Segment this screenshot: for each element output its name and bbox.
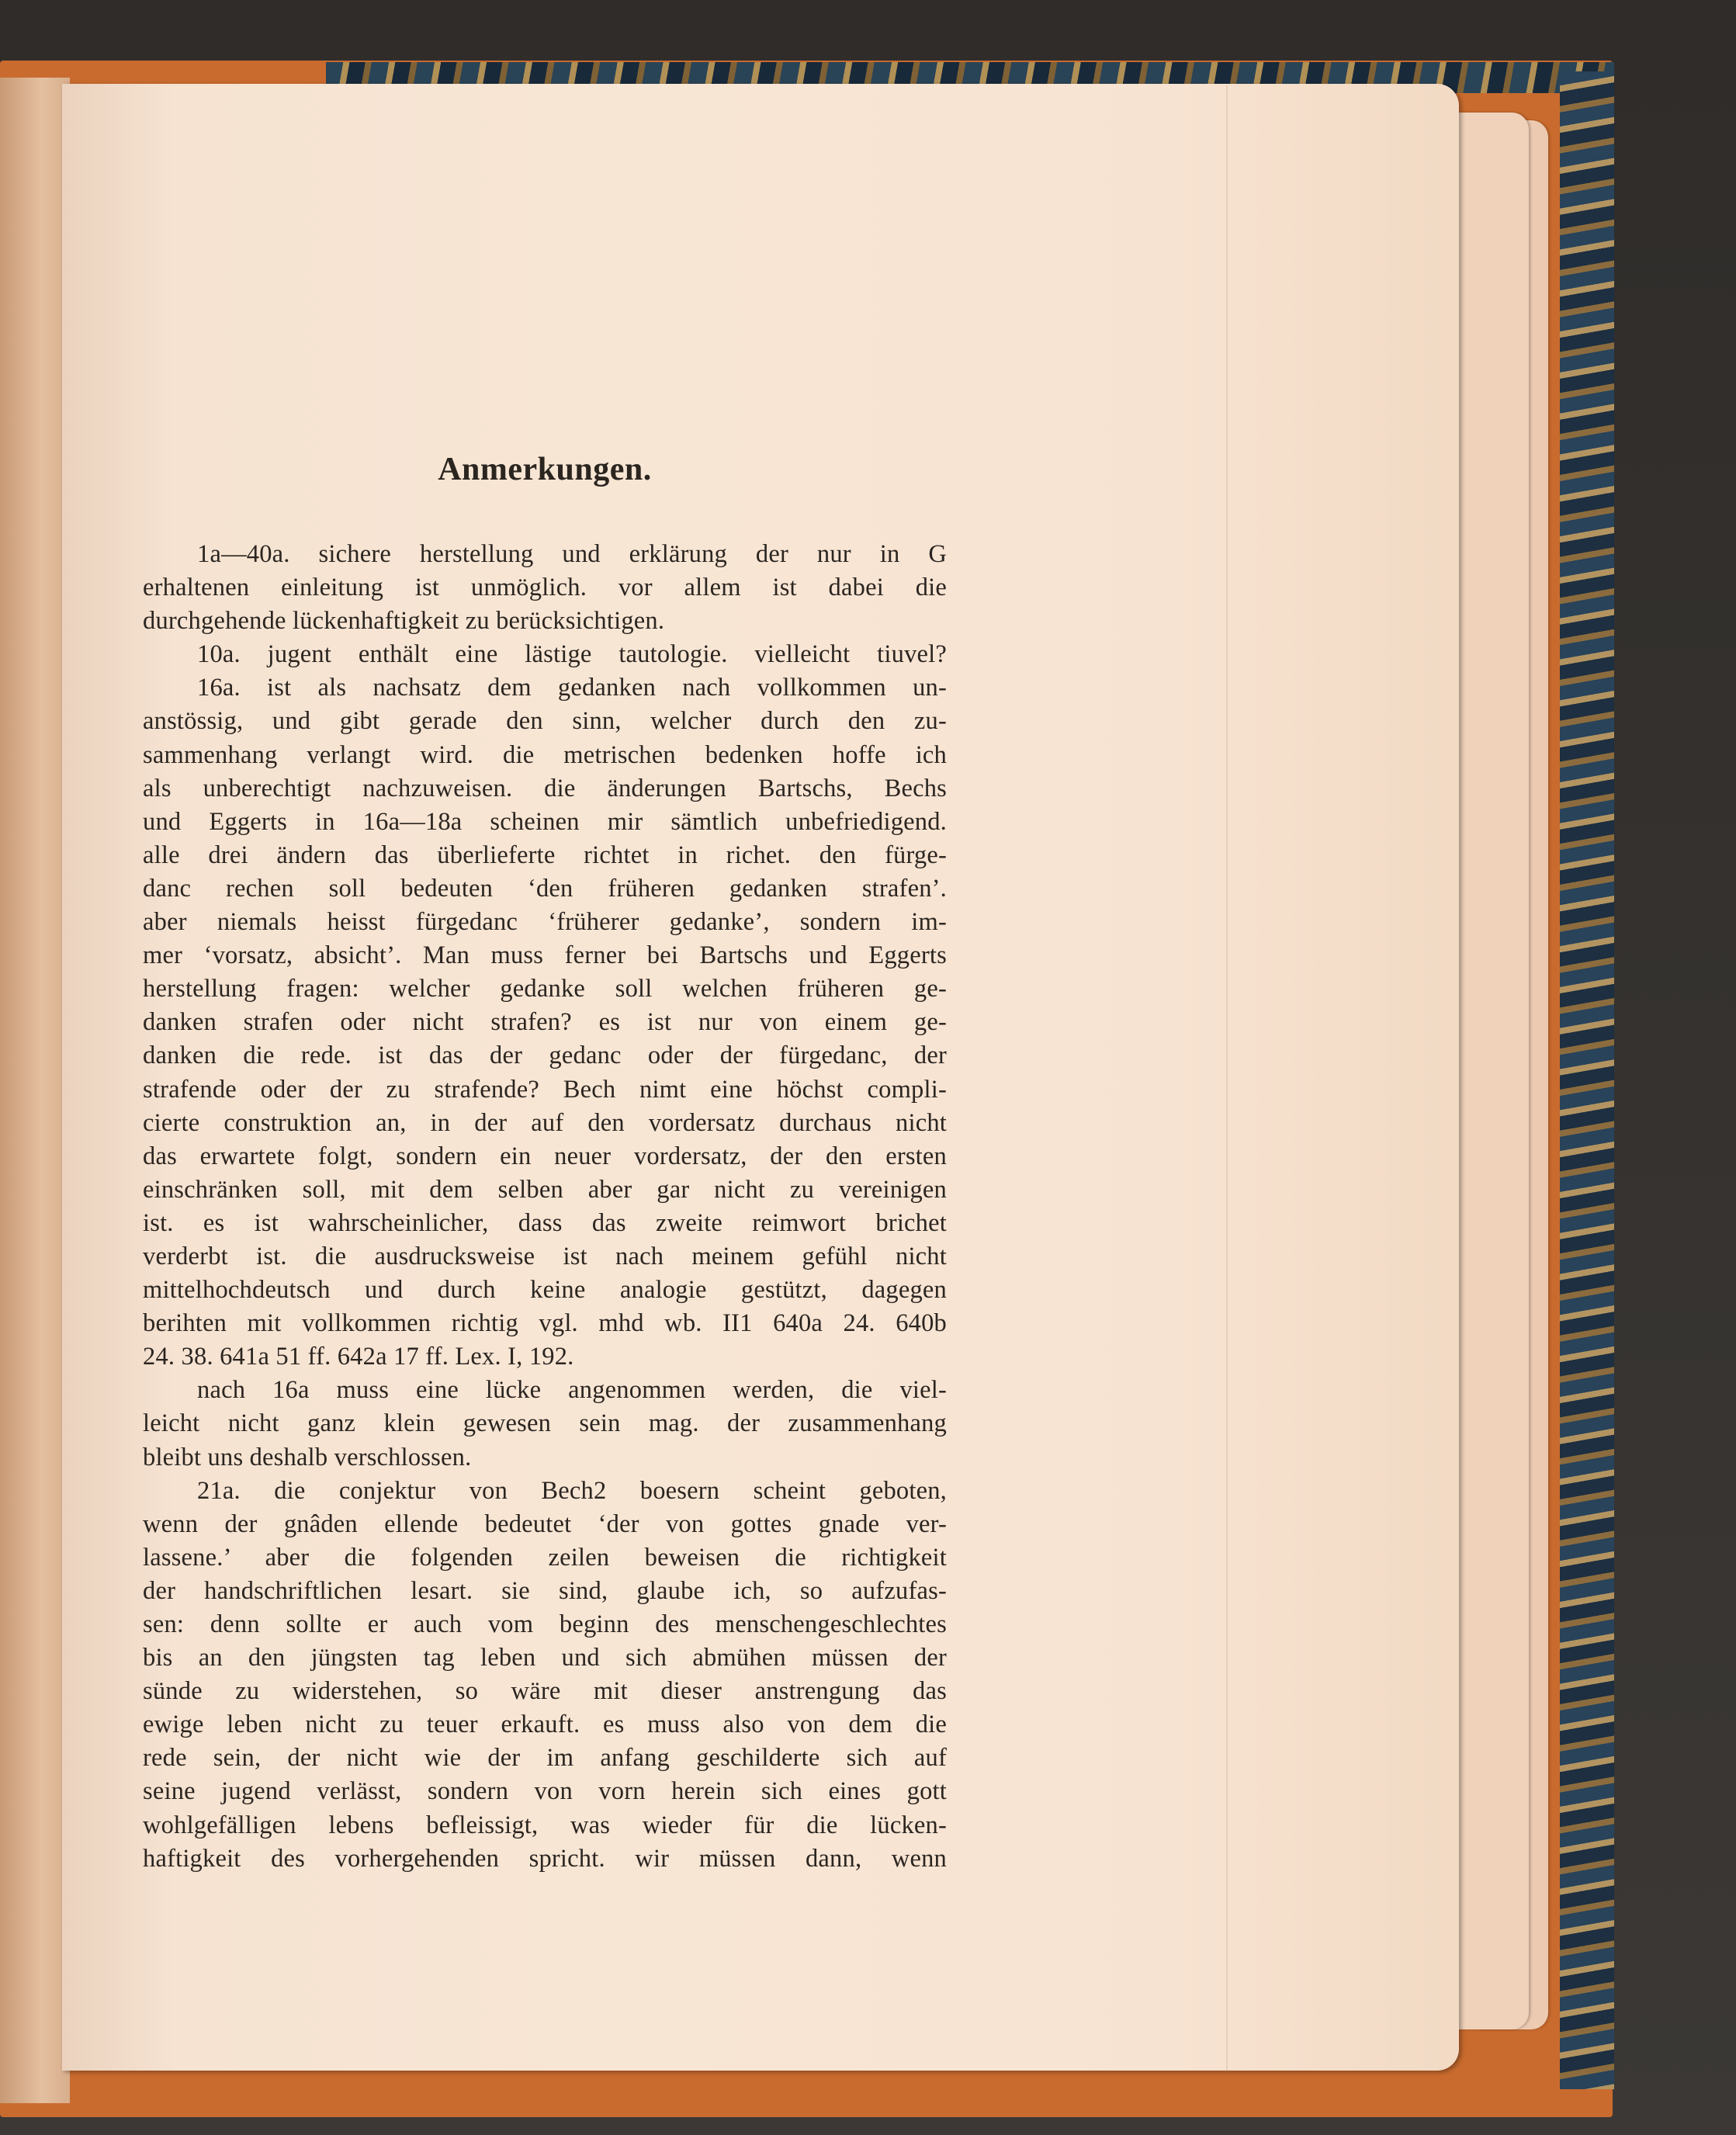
text-line: mittelhochdeutsch und durch keine analogie gestützt, dagegen xyxy=(143,1276,947,1305)
text-line: alle drei ändern das überlieferte richtet in richet. den fürge- xyxy=(143,840,947,869)
text-line: sammenhang verlangt wird. die metrischen bedenken hoffe ich xyxy=(143,740,947,769)
note-lacuna xyxy=(143,1374,947,1474)
page-heading: Anmerkungen. xyxy=(438,452,652,487)
page-text xyxy=(143,446,947,1876)
text-line: danken die rede. ist das der gedanc oder der fürgedanc, der xyxy=(143,1042,947,1070)
text-line: verderbt ist. die ausdrucksweise ist nach meinem gefühl nicht xyxy=(143,1242,947,1270)
note-1a-40a xyxy=(143,538,947,638)
text-line: als unberechtigt nachzuweisen. die änderungen Bartschs, Bechs xyxy=(143,774,947,802)
text-line: aber niemals heisst fürgedanc ‘früherer gedanke’, sondern im- xyxy=(143,908,947,937)
text-line: einschränken soll, mit dem selben aber gar nicht zu vereinigen xyxy=(143,1175,947,1204)
text-line: mer ‘vorsatz, absicht’. Man muss ferner bei Bartschs und Eggerts xyxy=(143,941,947,970)
text-line: 10a. jugent enthält eine lästige tautologie. vielleicht tiuvel? xyxy=(197,640,947,669)
text-line: cierte construktion an, in der auf den vordersatz durchaus nicht xyxy=(143,1108,947,1137)
text-line: erhaltenen einleitung ist unmöglich. vor allem ist dabei die xyxy=(143,574,947,602)
marbled-edge-right xyxy=(1560,71,1614,2089)
note-10a xyxy=(143,638,947,671)
text-line: 24. 38. 641a 51 ff. 642a 17 ff. Lex. I, 192. xyxy=(143,1343,574,1371)
text-line: leicht nicht ganz klein gewesen sein mag. der zusammenhang xyxy=(143,1409,947,1438)
text-line: anstössig, und gibt gerade den sinn, welcher durch den zu- xyxy=(143,707,947,736)
text-line: durchgehende lückenhaftigkeit zu berücksichtigen. xyxy=(143,607,665,636)
text-line: rede sein, der nicht wie der im anfang geschilderte sich auf xyxy=(143,1744,947,1773)
text-line: bis an den jüngsten tag leben und sich abmühen müssen der xyxy=(143,1644,947,1672)
text-line: nach 16a muss eine lücke angenommen werden, die viel- xyxy=(197,1376,947,1405)
page-stack-edge xyxy=(1459,113,1529,2029)
left-page-edge xyxy=(0,78,70,2103)
text-line: seine jugend verlässt, sondern von vorn herein sich eines gott xyxy=(143,1777,947,1806)
note-16a xyxy=(143,671,947,1374)
text-line: haftigkeit des vorhergehenden spricht. wir müssen dann, wenn xyxy=(143,1844,947,1873)
text-line: wenn der gnâden ellende bedeutet ‘der von gottes gnade ver- xyxy=(143,1509,947,1538)
text-line: strafende oder der zu strafende? Bech nimt eine höchst compli- xyxy=(143,1075,947,1104)
text-line: 1a—40a. sichere herstellung und erklärung der nur in G xyxy=(197,540,947,568)
text-line: danc rechen soll bedeuten ‘den früheren gedanken strafen’. xyxy=(143,874,947,903)
text-line: berihten mit vollkommen richtig vgl. mhd wb. II1 640a 24. 640b xyxy=(143,1309,947,1338)
text-line: wohlgefälligen lebens befleissigt, was wieder für die lücken- xyxy=(143,1811,947,1839)
text-line: sen: denn sollte er auch vom beginn des menschengeschlechtes xyxy=(143,1610,947,1638)
text-line: bleibt uns deshalb verschlossen. xyxy=(143,1443,472,1471)
page-fold-line xyxy=(1226,85,1228,2072)
text-line: sünde zu widerstehen, so wäre mit dieser anstrengung das xyxy=(143,1677,947,1706)
text-line: danken strafen oder nicht strafen? es ist nur von einem ge- xyxy=(143,1008,947,1037)
text-line: ewige leben nicht zu teuer erkauft. es muss also von dem die xyxy=(143,1710,947,1739)
note-21a xyxy=(143,1475,947,1876)
text-line: 16a. ist als nachsatz dem gedanken nach vollkommen un- xyxy=(197,674,947,702)
text-line: lassene.’ aber die folgenden zeilen beweisen die richtigkeit xyxy=(143,1543,947,1572)
text-line: das erwartete folgt, sondern ein neuer vordersatz, der den ersten xyxy=(143,1142,947,1170)
text-line: und Eggerts in 16a—18a scheinen mir sämtlich unbefriedigend. xyxy=(143,807,947,836)
text-line: 21a. die conjektur von Bech2 boesern scheint geboten, xyxy=(197,1476,947,1505)
text-line: herstellung fragen: welcher gedanke soll welchen früheren ge- xyxy=(143,975,947,1003)
text-line: ist. es ist wahrscheinlicher, dass das zweite reimwort brichet xyxy=(143,1208,947,1237)
text-line: der handschriftlichen lesart. sie sind, glaube ich, so aufzufas- xyxy=(143,1576,947,1605)
